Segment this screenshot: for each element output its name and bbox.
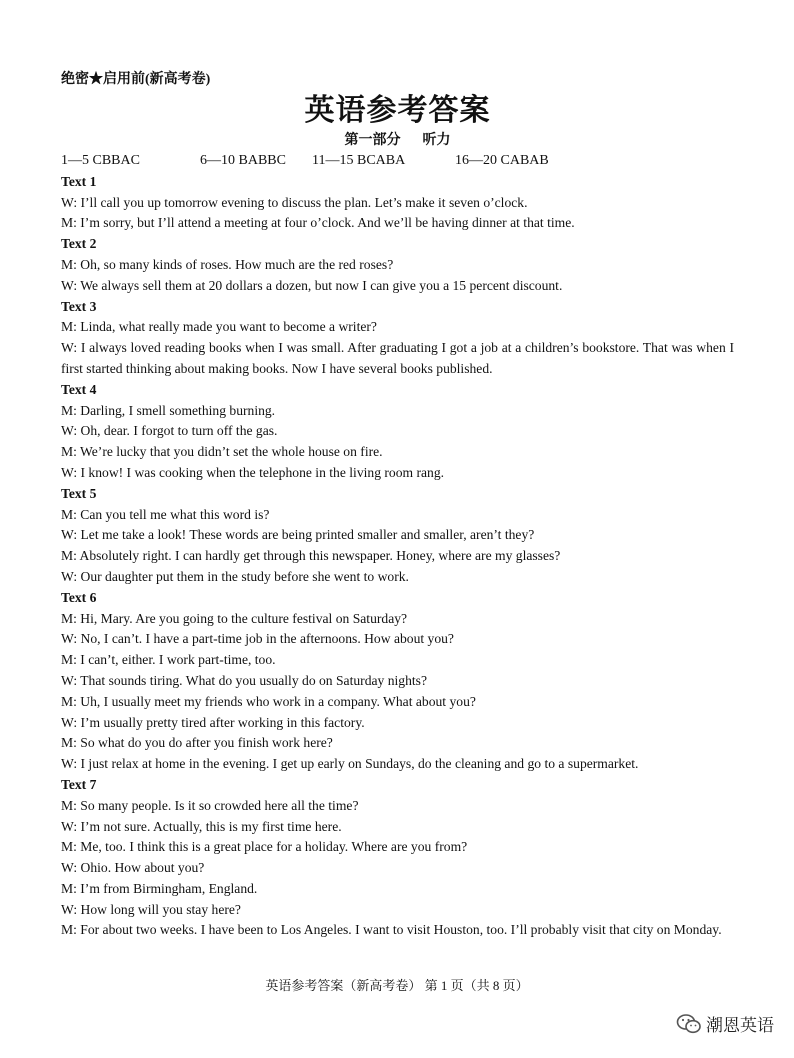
dialogue-line: W: Our daughter put them in the study before she went to work. xyxy=(61,568,409,584)
dialogue-line: M: For about two weeks. I have been to Los Angeles. I want to visit Houston, too. I’ll probably visit that city on Monday. xyxy=(61,922,722,938)
dialogue-line: M: I can’t, either. I work part-time, too. xyxy=(61,652,276,668)
part-heading xyxy=(61,131,734,151)
dialogue-line: M: Darling, I smell something burning. xyxy=(61,402,276,418)
watermark xyxy=(676,1011,774,1036)
dialogue-line: M: Linda, what really made you want to become a writer? xyxy=(61,319,377,335)
dialogue-line: M: Absolutely right. I can hardly get through this newspaper. Honey, where are my glasses? xyxy=(61,548,561,564)
dialogue-line: W: No, I can’t. I have a part-time job in the afternoons. How about you? xyxy=(61,631,454,647)
dialogue-line: M: So many people. Is it so crowded here all the time? xyxy=(61,797,359,813)
text-heading: Text 2 xyxy=(61,236,97,252)
dialogue-line: W: I always loved reading books when I was small. After graduating I got a job at a children’s bookstore. That was when I first started thinking about making books. Now I have several books published. xyxy=(61,340,734,376)
watermark-text: 潮恩英语 xyxy=(706,1016,774,1036)
dialogue-line: W: Let me take a look! These words are being printed smaller and smaller, aren’t they? xyxy=(61,527,535,543)
text-heading: Text 1 xyxy=(61,173,97,189)
page-title: 英语参考答案 xyxy=(304,94,491,127)
dialogue-line: M: We’re lucky that you didn’t set the whole house on fire. xyxy=(61,444,383,460)
text-heading: Text 4 xyxy=(61,381,97,397)
wechat-icon xyxy=(676,1013,702,1035)
answer-group: 16—20 CABAB xyxy=(455,153,549,168)
part-number: 第一部分 xyxy=(344,133,401,148)
dialogue-line: M: I’m from Birmingham, England. xyxy=(61,880,258,896)
part-name: 听力 xyxy=(422,133,451,148)
document-page xyxy=(61,70,734,941)
text-heading: Text 6 xyxy=(61,589,97,605)
dialogue-line: M: Can you tell me what this word is? xyxy=(61,506,270,522)
dialogue-line: W: Ohio. How about you? xyxy=(61,860,205,876)
text-heading: Text 3 xyxy=(61,298,97,314)
answer-group: 1—5 CBBAC xyxy=(61,153,140,168)
dialogue-line: M: Uh, I usually meet my friends who work in a company. What about you? xyxy=(61,693,476,709)
answer-group: 11—15 BCABA xyxy=(312,153,406,168)
dialogue-line: W: Oh, dear. I forgot to turn off the gas. xyxy=(61,423,278,439)
dialogue-line: W: I just relax at home in the evening. I get up early on Sundays, do the cleaning and go to a supermarket. xyxy=(61,756,639,772)
answer-group: 6—10 BABBC xyxy=(200,153,286,168)
dialogue-line: W: How long will you stay here? xyxy=(61,901,241,917)
dialogue-line: M: Hi, Mary. Are you going to the culture festival on Saturday? xyxy=(61,610,408,626)
answer-key xyxy=(61,151,734,172)
confidential-label: 绝密★启用前(新高考卷) xyxy=(61,72,211,87)
listening-transcripts xyxy=(61,172,734,941)
text-heading: Text 5 xyxy=(61,485,97,501)
dialogue-line: M: Oh, so many kinds of roses. How much are the red roses? xyxy=(61,256,394,272)
dialogue-line: W: I’m not sure. Actually, this is my first time here. xyxy=(61,818,342,834)
dialogue-line: M: Me, too. I think this is a great place for a holiday. Where are you from? xyxy=(61,839,468,855)
dialogue-line: W: I know! I was cooking when the telephone in the living room rang. xyxy=(61,464,445,480)
dialogue-line: W: I’ll call you up tomorrow evening to discuss the plan. Let’s make it seven o’clock. xyxy=(61,194,528,210)
dialogue-line: M: I’m sorry, but I’ll attend a meeting at four o’clock. And we’ll be having dinner at that time. xyxy=(61,215,575,231)
text-heading: Text 7 xyxy=(61,776,97,792)
dialogue-line: W: I’m usually pretty tired after working in this factory. xyxy=(61,714,365,730)
dialogue-line: W: That sounds tiring. What do you usually do on Saturday nights? xyxy=(61,672,427,688)
dialogue-line: M: So what do you do after you finish work here? xyxy=(61,735,333,751)
page-footer: 英语参考答案（新高考卷） 第 1 页（共 8 页） xyxy=(265,978,529,993)
dialogue-line: W: We always sell them at 20 dollars a dozen, but now I can give you a 15 percent discount. xyxy=(61,277,563,293)
